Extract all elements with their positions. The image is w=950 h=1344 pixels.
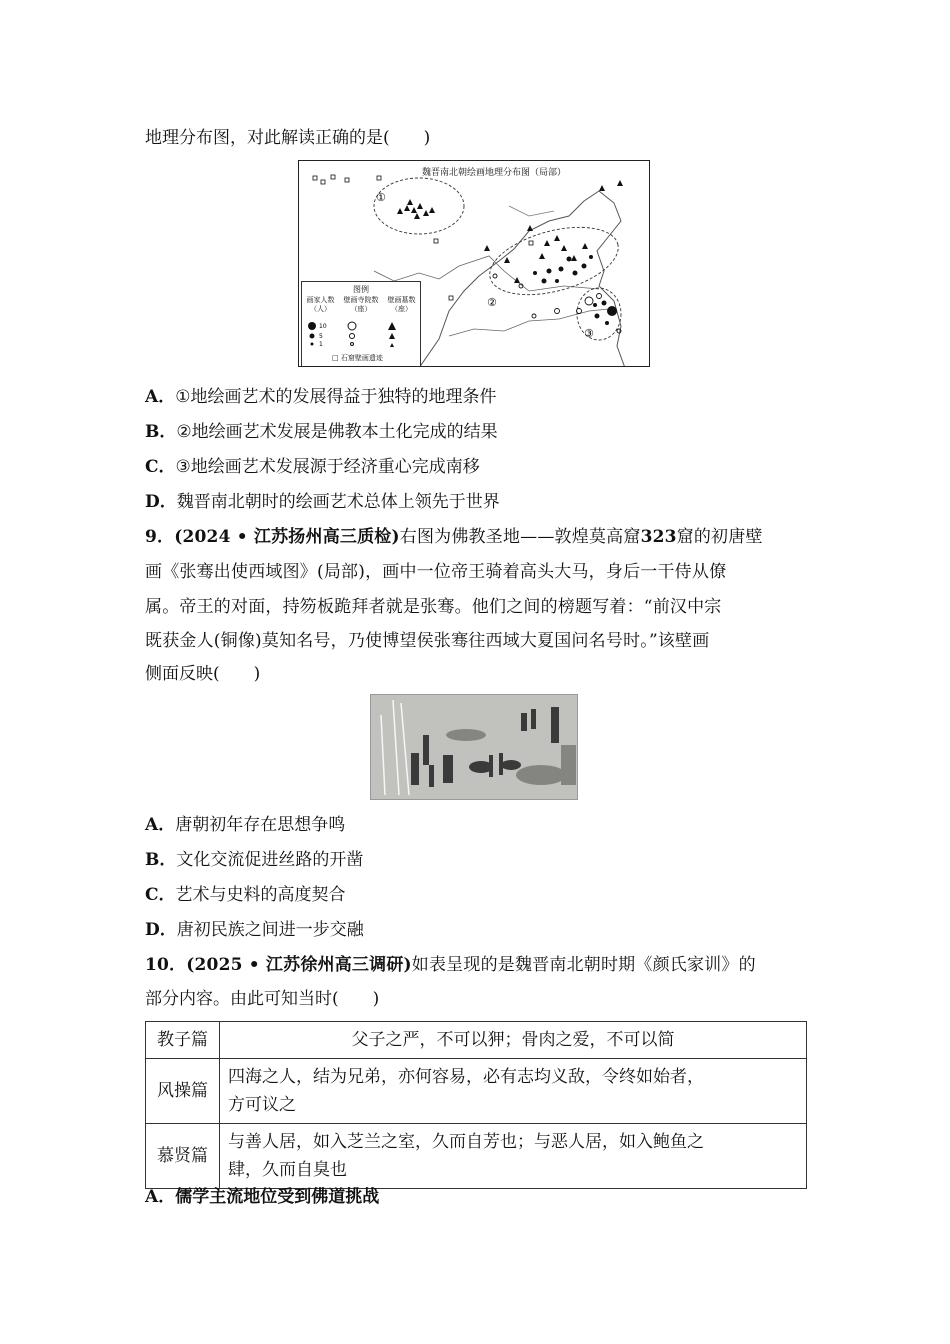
q8-option-b: B．②地绘画艺术发展是佛教本土化完成的结果 (145, 422, 498, 442)
table-cell: 父子之严，不可以狎；骨肉之爱，不可以简 (220, 1022, 807, 1059)
table-row (146, 1124, 807, 1189)
region-label-2: ② (487, 296, 497, 309)
q9-stem-line-2: 画《张骞出使西域图》(局部)，画中一位帝王骑着高头大马，身后一干侍从僚 (145, 562, 727, 582)
legend-tombs: 壁画墓数 （座） (387, 296, 416, 313)
table-row (146, 1059, 807, 1124)
distribution-map (298, 160, 650, 367)
table-head: 教子篇 (146, 1022, 220, 1059)
q8-option-a: A．①地绘画艺术的发展得益于独特的地理条件 (145, 387, 497, 407)
region-label-1: ① (376, 191, 386, 204)
legend-mark-5: 5 (319, 333, 323, 340)
table-head: 风操篇 (146, 1059, 220, 1124)
q8-stem: 地理分布图，对此解读正确的是( ) (145, 128, 431, 148)
q9-stem-line-3: 属。帝王的对面，持笏板跪拜者就是张骞。他们之间的榜题写着：“前汉中宗 (145, 597, 722, 617)
table-cell: 与善人居，如入芝兰之室，久而自芳也；与恶人居，如入鲍鱼之 肆，久而自臭也 (220, 1124, 807, 1189)
map-title: 魏晋南北朝绘画地理分布图（局部） (421, 168, 566, 178)
legend-cave: □ 石窟壁画遗迹 (332, 354, 383, 362)
legend-title: 图例 (353, 285, 369, 294)
table-row (146, 1022, 807, 1059)
legend-mark-10: 10 (319, 323, 327, 330)
table-head: 慕贤篇 (146, 1124, 220, 1189)
q9-option-d: D．唐初民族之间进一步交融 (145, 920, 364, 940)
q10-option-a: A．儒学主流地位受到佛道挑战 (145, 1187, 380, 1207)
q9-option-c: C．艺术与史料的高度契合 (145, 885, 346, 905)
q9-stem-line-1: 9．(2024 • 江苏扬州高三质检)右图为佛教圣地——敦煌莫高窟323窟的初唐壁 (145, 527, 763, 547)
legend-painters: 画家人数 （人） (306, 296, 335, 313)
q8-option-d: D．魏晋南北朝时的绘画艺术总体上领先于世界 (145, 492, 500, 512)
region-label-3: ③ (584, 327, 594, 340)
q10-stem-line-1: 10．(2025 • 江苏徐州高三调研)如表呈现的是魏晋南北朝时期《颜氏家训》的 (145, 955, 756, 975)
legend-mark-1: 1 (319, 341, 323, 348)
q8-option-c: C．③地绘画艺术发展源于经济重心完成南移 (145, 457, 480, 477)
mural-image (370, 694, 578, 800)
q9-option-b: B．文化交流促进丝路的开凿 (145, 850, 364, 870)
legend-temples: 壁画寺院数 （座） (343, 296, 379, 313)
mural-drawing (371, 695, 578, 800)
yanshi-jiaxun-table (145, 1021, 807, 1189)
q9-stem-line-5: 侧面反映( ) (145, 664, 261, 684)
legend-symbols (302, 320, 420, 354)
table-cell: 四海之人，结为兄弟，亦何容易，必有志均义敌，令终如始者， 方可议之 (220, 1059, 807, 1124)
q10-stem-line-2: 部分内容。由此可知当时( ) (145, 989, 380, 1009)
map-legend (301, 281, 421, 367)
q9-stem-line-4: 既获金人(铜像)莫知名号，乃使博望侯张骞往西域大夏国问名号时。”该壁画 (145, 631, 710, 651)
q9-option-a: A．唐朝初年存在思想争鸣 (145, 815, 346, 835)
